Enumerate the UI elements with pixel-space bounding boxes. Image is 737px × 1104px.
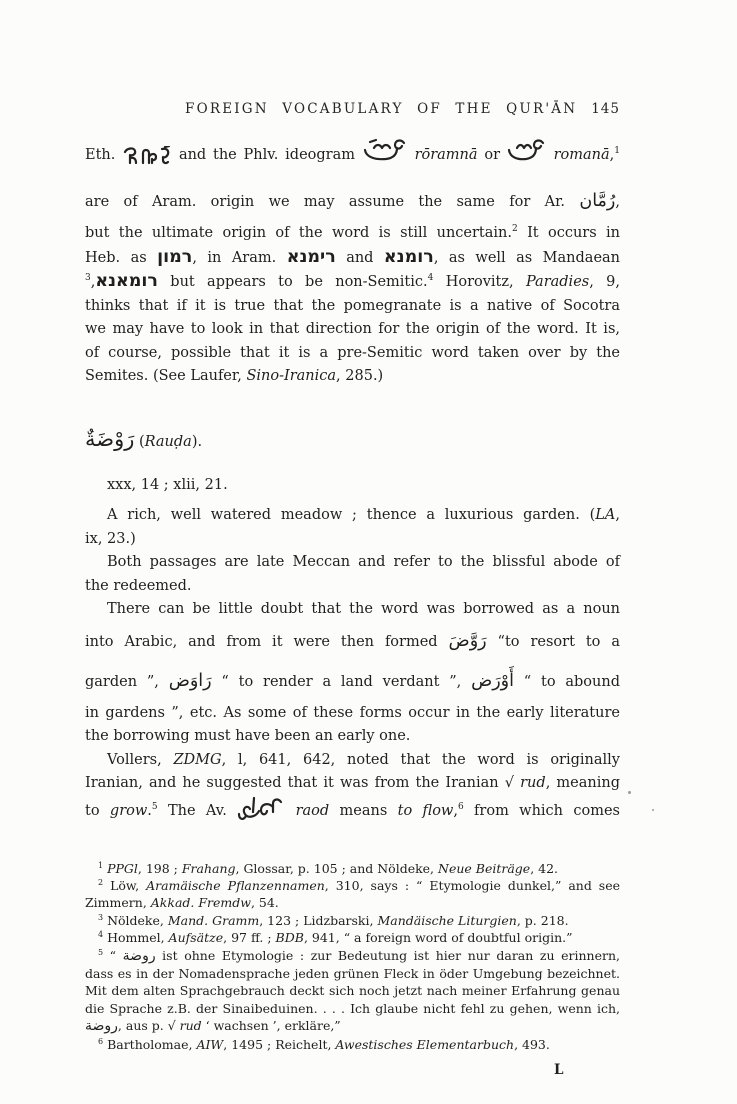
text-run: , (609, 147, 615, 163)
text-run: into Arabic, and from it were then formed (85, 633, 449, 650)
footnote-line (85, 1036, 620, 1053)
footnote-marker: 6 (457, 801, 464, 812)
text-run: ist ohne Etymologie : zur Bedeutung ist hier nur daran zu erinnern, (155, 947, 620, 963)
pahlavi-ideogram-2 (507, 138, 547, 182)
scan-speck (652, 809, 654, 811)
italic-text: Awestisches Elementarbuch (335, 1036, 515, 1052)
footnote-line (85, 929, 620, 946)
italic-text: Akkad. Fremdw (150, 895, 251, 911)
text-run: , aus p. √ (117, 1018, 180, 1034)
footnote-marker: 3 (85, 273, 91, 284)
hebrew-word: רומנא (383, 246, 434, 267)
text-line (85, 702, 620, 726)
entry-heading (85, 420, 620, 462)
text-run: , (615, 507, 620, 523)
text-run: , 198 ; (137, 860, 182, 876)
text-run: ix, 23.) (85, 530, 136, 547)
text-run: ( (134, 433, 145, 450)
text-run: , 310, says : “ Etymologie dunkel,” and see (324, 877, 621, 893)
arabic-word: رَاوَض (168, 670, 212, 691)
text-run: ‘ wachsen ’, erkläre,” (201, 1018, 341, 1034)
italic-text: Rauḍa (144, 433, 192, 450)
text-run: The Av. (157, 802, 238, 819)
text-line (85, 749, 620, 773)
text-run: , 42. (530, 860, 559, 876)
text-line (85, 796, 620, 833)
page-number: 145 (591, 101, 620, 117)
text-line (85, 365, 620, 389)
italic-text: ZDMG (173, 751, 222, 768)
text-run: but the ultimate origin of the word is still uncertain. (85, 225, 512, 241)
text-run: are of Aram. origin we may assume the same for Ar. (85, 194, 580, 210)
hebrew-word: רימנא (286, 246, 336, 267)
text-run: dass es in der Nomadensprache jeden grünen Fleck in öder Umgebung bezeichnet. (85, 965, 620, 981)
text-run: means (329, 802, 398, 819)
italic-text: AIW (196, 1036, 224, 1052)
footnote-marker: 2 (511, 224, 518, 235)
footnote-line (85, 965, 620, 982)
text-run: but appears to be non-Semitic. (157, 274, 428, 290)
text-line (85, 182, 620, 222)
text-line (85, 551, 620, 575)
text-run: die Sprache z.B. der Sinaibeduinen. . . . Ich glaube nicht fehl zu gehen, wenn ich, (85, 1000, 620, 1016)
footnote-line (85, 877, 620, 894)
italic-text: to flow (397, 802, 454, 819)
arabic-word: رُمَّان (579, 191, 616, 211)
text-line (85, 136, 620, 182)
text-line (85, 598, 620, 622)
italic-text: rud (520, 775, 546, 791)
text-run: or (477, 147, 507, 163)
text-run: xxx, 14 ; xlii, 21. (107, 476, 228, 493)
text-line (85, 222, 620, 246)
text-run: “ to abound (513, 673, 620, 690)
footnote-line (85, 1017, 620, 1035)
borrowing-paragraph (85, 598, 620, 749)
text-run: , 123 ; Lidzbarski, (259, 912, 378, 928)
definition-paragraph (85, 504, 620, 551)
italic-text: grow (109, 802, 148, 819)
italic-text: BDB (275, 930, 304, 946)
text-line (85, 622, 620, 662)
italic-text: raod (285, 802, 330, 819)
footnote-marker: 1 (614, 146, 620, 157)
text-line (85, 662, 620, 702)
text-line (85, 504, 620, 528)
printer-signature: L (554, 1061, 564, 1078)
text-run: Iranian, and he suggested that it was from the Iranian √ (85, 775, 521, 791)
text-line (85, 295, 620, 319)
text-run: . (147, 802, 152, 819)
footnote-marker: 5 (151, 801, 158, 812)
text-run: to (85, 802, 110, 819)
page-header (85, 101, 620, 118)
text-run: garden ”, (85, 673, 169, 690)
footnote-marker: 6 (98, 1036, 104, 1046)
text-line (85, 725, 620, 749)
footnote-marker: 5 (98, 947, 104, 957)
arabic-word: رَوَّضَ (448, 630, 487, 651)
book-page (85, 0, 620, 1078)
text-run: , l, 641, 642, noted that the word is originally (221, 751, 620, 768)
text-run: from which comes (463, 802, 620, 819)
main-text (85, 136, 620, 833)
text-run: “ (103, 947, 123, 963)
text-run: thinks that if it is true that the pomegranate is a native of Socotra (85, 297, 620, 314)
text-run: , 941, “ a foreign word of doubtful origin.” (303, 930, 573, 946)
text-run: and the Phlv. ideogram (172, 147, 362, 163)
text-run: There can be little doubt that the word was borrowed as a noun (107, 601, 620, 617)
italic-text: Aramäische Pflanzennamen (146, 877, 325, 893)
text-run: Bartholomae, (103, 1036, 197, 1052)
text-line (85, 318, 620, 342)
italic-text: Frahang (181, 860, 236, 876)
text-run: of course, possible that it is a pre-Semitic word taken over by the (85, 344, 620, 361)
italic-text: rud (179, 1018, 202, 1034)
text-run: , (453, 802, 458, 819)
footnote-line (85, 1000, 620, 1017)
italic-text: Aufsätze (168, 930, 224, 946)
opening-paragraph (85, 136, 620, 389)
text-run: , 1495 ; Reichelt, (223, 1036, 336, 1052)
text-run: the borrowing must have been an early one. (85, 728, 411, 744)
italic-text: rōramnā (407, 147, 478, 163)
footnote-line (85, 947, 620, 965)
verse-references (85, 474, 620, 498)
ethiopic-word (122, 143, 172, 182)
text-line (85, 420, 620, 462)
text-run: Nöldeke, (103, 912, 168, 928)
arabic-word: أَوْرَض (471, 670, 514, 691)
text-run: the redeemed. (85, 577, 192, 594)
arabic-headword: رَوْضَةٌ (85, 426, 135, 451)
pahlavi-ideogram-1 (362, 138, 408, 182)
text-run: It occurs in (517, 225, 620, 241)
text-run: Mit dem alten Sprachgebrauch deckt sich noch jetzt nach meiner Erfahrung genau (85, 983, 620, 999)
running-title: FOREIGN VOCABULARY OF THE QUR'ĀN (185, 101, 578, 117)
scan-speck (628, 791, 631, 794)
meccan-paragraph (85, 551, 620, 598)
text-run: Löw, (103, 877, 147, 893)
italic-text: Mandäische Liturgien (377, 912, 517, 928)
text-run: , 97 ff. ; (223, 930, 276, 946)
footnote-marker: 4 (98, 929, 104, 939)
footnote-line (85, 894, 620, 911)
text-run: we may have to look in that direction for the origin of the word. It is, (85, 321, 620, 337)
text-run: , 54. (250, 895, 279, 911)
text-run: in gardens ”, etc. As some of these forms occur in the early literature (85, 704, 620, 721)
text-run: , (90, 274, 96, 290)
text-run: A rich, well watered meadow ; thence a luxurious garden. ( (107, 507, 596, 523)
text-run: , (615, 194, 620, 210)
italic-text: Sino-Iranica (246, 368, 337, 384)
italic-text: romanā (546, 147, 610, 163)
italic-text: PPGl (103, 860, 138, 876)
footnote-line (85, 860, 620, 877)
italic-text: LA (595, 507, 616, 523)
text-run: Semites. (See Laufer, (85, 368, 247, 384)
text-run: and (335, 249, 384, 266)
text-run: “ to render a land verdant ”, (211, 673, 472, 690)
text-run: “to resort to a (486, 633, 620, 650)
text-line (85, 246, 620, 271)
text-run: , meaning (545, 775, 620, 791)
hebrew-word: רומאנא (95, 271, 158, 291)
text-run: ). (191, 433, 203, 450)
text-run: , 493. (514, 1036, 550, 1052)
text-run: , in Aram. (192, 249, 287, 266)
text-run: Vollers, (107, 751, 174, 768)
italic-text: Neue Beiträge (438, 860, 531, 876)
italic-text: Mand. Gramm (167, 912, 260, 928)
footnote-marker: 4 (427, 273, 434, 284)
text-line (85, 772, 620, 796)
text-run: , as well as Mandaean (433, 249, 621, 266)
footnote-line (85, 982, 620, 999)
text-run: Hommel, (103, 930, 169, 946)
text-run: , p. 218. (516, 912, 569, 928)
text-line (85, 528, 620, 552)
hebrew-word: רמון (157, 246, 193, 267)
arabic-word: روضة (85, 1018, 118, 1035)
text-run: , Glossar, p. 105 ; and Nöldeke, (235, 860, 439, 876)
footnote-marker: 1 (98, 860, 104, 870)
footnote-marker: 2 (98, 877, 104, 887)
footnotes-section (85, 860, 620, 1053)
text-run: Eth. (85, 147, 123, 163)
arabic-word: روضة (122, 947, 156, 964)
text-line (85, 474, 620, 498)
text-run: Horovitz, (433, 274, 526, 290)
text-run: Heb. as (85, 249, 158, 266)
footnote-line (85, 912, 620, 929)
text-run: , 285.) (336, 368, 384, 384)
text-line (85, 342, 620, 366)
italic-text: Paradies (525, 274, 590, 290)
text-run: , 9, (589, 274, 620, 290)
text-run: Both passages are late Meccan and refer to the blissful abode of (107, 554, 620, 570)
footnote-marker: 3 (98, 912, 104, 922)
avestan-word (237, 796, 285, 833)
text-line (85, 270, 620, 295)
text-line (85, 575, 620, 599)
vollers-paragraph (85, 749, 620, 833)
text-run: Zimmern, (85, 895, 151, 911)
